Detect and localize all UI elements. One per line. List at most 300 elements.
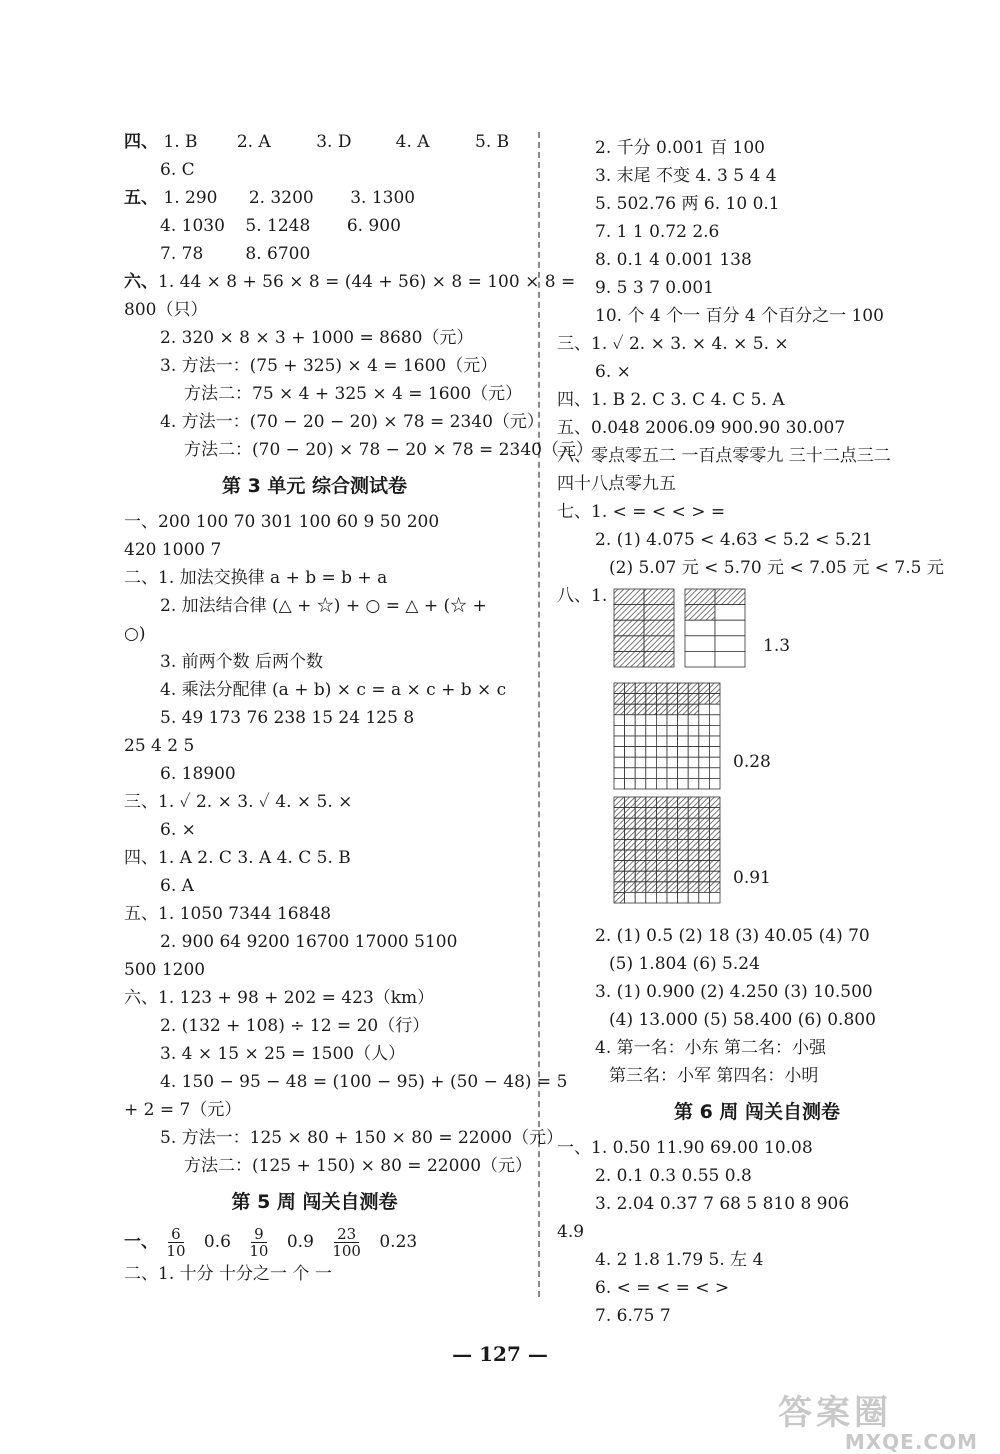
grid-cell	[644, 605, 674, 621]
unit3-s4-line1: 四、1. A 2. C 3. A 4. C 5. B	[124, 848, 351, 868]
grid-cell	[635, 882, 646, 893]
section-6-q3b: 方法二：75 × 4 + 325 × 4 = 1600（元）	[184, 384, 523, 404]
week-5-heading: 第 5 周 闯关自测卷	[231, 1191, 398, 1213]
grid-cell	[625, 725, 636, 736]
right-q8: 8. 0.1 4 0.001 138	[595, 250, 752, 270]
grid-cell	[646, 704, 657, 715]
grid-cell	[635, 871, 646, 882]
grid-cell	[709, 892, 720, 903]
grid-cell	[625, 871, 636, 882]
grid-cell	[625, 778, 636, 789]
grid-cell	[699, 892, 710, 903]
grid-cell	[635, 757, 646, 768]
grid-cell	[678, 808, 689, 819]
grid-cell	[635, 818, 646, 829]
grid-cell	[625, 818, 636, 829]
grid-cell	[625, 747, 636, 758]
grid-cell	[614, 651, 644, 667]
grid-cell	[685, 605, 715, 621]
grid-cell	[656, 882, 667, 893]
grid-cell	[667, 797, 678, 808]
grid-cell	[667, 839, 678, 850]
week6-s1-q4: 4. 2 1.8 1.79 5. 左 4	[595, 1250, 764, 1270]
grid-cell	[678, 694, 689, 705]
grid-cell	[699, 704, 710, 715]
section-4-answers: 四、 1. B 2. A 3. D 4. A 5. B	[124, 132, 510, 152]
grid-cell	[688, 871, 699, 882]
grid-cell	[656, 736, 667, 747]
grid-cell	[646, 736, 657, 747]
grid-cell	[688, 715, 699, 726]
grid-cell	[667, 715, 678, 726]
week-6-heading: 第 6 周 闯关自测卷	[673, 1101, 841, 1123]
unit-3-heading: 第 3 单元 综合测试卷	[221, 475, 408, 497]
right-s8-q4a: 4. 第一名：小东 第二名：小强	[595, 1038, 827, 1058]
grid-cell	[678, 882, 689, 893]
unit3-s6-q4-cont: + 2 = 7（元）	[124, 1100, 242, 1120]
grid-cell	[635, 736, 646, 747]
grid-cell	[644, 620, 674, 636]
grid-cell	[709, 797, 720, 808]
right-q9: 9. 5 3 7 0.001	[595, 278, 714, 298]
grid-cell	[614, 797, 625, 808]
right-s8-q3a: 3. (1) 0.900 (2) 4.250 (3) 10.500	[595, 982, 873, 1002]
section-6-q2: 2. 320 × 8 × 3 + 1000 = 8680（元）	[160, 328, 474, 348]
grid-cell	[688, 882, 699, 893]
grid-cell	[614, 715, 625, 726]
grid-cell	[635, 747, 646, 758]
grid-cell	[667, 778, 678, 789]
grid-cell	[656, 829, 667, 840]
grid-cell	[715, 651, 745, 667]
grid-cell	[699, 818, 710, 829]
grid-cell	[646, 725, 657, 736]
grid-cell	[625, 736, 636, 747]
grid-cell	[656, 747, 667, 758]
fraction: $\frac{6}{10}$	[166, 1225, 186, 1260]
section-6-q3a: 3. 方法一：(75 + 325) × 4 = 1600（元）	[160, 356, 498, 376]
unit3-s2-q2: 2. 加法结合律 (△ + ☆) + ○ = △ + (☆ +	[160, 596, 487, 616]
week6-s1-q1: 一、1. 0.50 11.90 69.00 10.08	[557, 1138, 813, 1158]
grid-cell	[685, 651, 715, 667]
grid-cell	[709, 818, 720, 829]
grid-cell	[656, 871, 667, 882]
right-q5: 5. 502.76 两 6. 10 0.1	[595, 194, 780, 214]
grid-cell	[667, 892, 678, 903]
grid-cell	[678, 715, 689, 726]
grid-cell	[688, 850, 699, 861]
column-divider	[538, 132, 540, 1297]
unit3-s6-q1: 六、1. 123 + 98 + 202 = 423（km）	[124, 988, 435, 1008]
grid-cell	[678, 818, 689, 829]
grid-cell	[678, 768, 689, 779]
grid-cell	[625, 861, 636, 872]
right-s7-q2a: 2. (1) 4.075 < 4.63 < 5.2 < 5.21	[595, 530, 873, 550]
grid-cell	[678, 704, 689, 715]
grid-cell	[646, 871, 657, 882]
grid-cell	[656, 715, 667, 726]
grid-cell	[656, 850, 667, 861]
grid-cell	[635, 808, 646, 819]
grid-cell	[699, 757, 710, 768]
grid-cell	[625, 683, 636, 694]
grid-cell	[688, 694, 699, 705]
grid-cell	[646, 715, 657, 726]
grid-cell	[685, 636, 715, 652]
grid-cell	[709, 808, 720, 819]
grid-cell	[614, 704, 625, 715]
grid-cell	[646, 797, 657, 808]
grid-cell	[699, 808, 710, 819]
section-5-row-2: 4. 1030 5. 1248 6. 900	[160, 216, 401, 236]
grid-cell	[614, 636, 644, 652]
unit3-s1-line1: 一、200 100 70 301 100 60 9 50 200	[124, 512, 440, 532]
grid-cell	[656, 683, 667, 694]
grid-cell	[667, 882, 678, 893]
unit3-s5-q2: 2. 900 64 9200 16700 17000 5100	[160, 932, 458, 952]
grid-cell	[625, 882, 636, 893]
unit3-s2-q4: 4. 乘法分配律 (a + b) × c = a × c + b × c	[160, 680, 507, 700]
fraction: $\frac{23}{100}$	[332, 1225, 361, 1260]
grid-cell	[667, 757, 678, 768]
grid-cell	[635, 892, 646, 903]
grid-cell	[709, 839, 720, 850]
grid-cell	[646, 747, 657, 758]
grid-cell	[614, 694, 625, 705]
grid-cell	[635, 850, 646, 861]
grid-cell	[625, 757, 636, 768]
unit3-s6-q3: 3. 4 × 15 × 25 = 1500（人）	[160, 1044, 406, 1064]
right-s8-q4b: 第三名：小军 第四名：小明	[609, 1066, 819, 1086]
grid-cell	[688, 818, 699, 829]
grid-cell	[709, 850, 720, 861]
grid-cell	[646, 861, 657, 872]
grid-1-label: 1.3	[763, 636, 791, 656]
right-s8-q2b: (5) 1.804 (6) 5.24	[609, 954, 760, 974]
right-column	[557, 134, 957, 1330]
week6-s1-q7: 7. 6.75 7	[595, 1306, 671, 1326]
grid-cell	[635, 839, 646, 850]
section-6-q1: 六、1. 44 × 8 + 56 × 8 = (44 + 56) × 8 = 100 × 8 =	[124, 272, 576, 292]
grid-cell	[625, 768, 636, 779]
unit3-s6-q5b: 方法二：(125 + 150) × 80 = 22000（元）	[184, 1156, 533, 1176]
grid-cell	[699, 778, 710, 789]
week6-s1-q2: 2. 0.1 0.3 0.55 0.8	[595, 1166, 752, 1186]
grid-cell	[614, 882, 625, 893]
grid-cell	[678, 871, 689, 882]
grid-cell	[709, 861, 720, 872]
grid-cell	[699, 850, 710, 861]
grid-0-91	[613, 796, 721, 904]
grid-cell	[614, 808, 625, 819]
grid-cell	[709, 829, 720, 840]
grid-cell	[699, 715, 710, 726]
grid-cell	[614, 768, 625, 779]
grid-cell	[688, 704, 699, 715]
unit3-s5-q2-cont: 500 1200	[124, 960, 206, 980]
grid-cell	[685, 620, 715, 636]
grid-cell	[614, 871, 625, 882]
grid-cell	[709, 725, 720, 736]
unit3-s6-q4: 4. 150 − 95 − 48 = (100 − 95) + (50 − 48) = 5	[160, 1072, 568, 1092]
unit3-s2-q3: 3. 前两个数 后两个数	[160, 652, 324, 672]
unit3-s2-q5-cont: 25 4 2 5	[124, 736, 195, 756]
grid-cell	[614, 778, 625, 789]
grid-cell	[715, 589, 745, 605]
grid-cell	[646, 768, 657, 779]
unit3-s2-q2-cont: ○)	[124, 624, 146, 644]
grid-cell	[667, 736, 678, 747]
grid-cell	[688, 861, 699, 872]
grid-cell	[715, 605, 745, 621]
right-q10: 10. 个 4 个一 百分 4 个百分之一 100	[595, 306, 884, 326]
grid-cell	[614, 683, 625, 694]
grid-cell	[644, 589, 674, 605]
grid-cell	[709, 747, 720, 758]
grid-cell	[646, 683, 657, 694]
grid-cell	[614, 747, 625, 758]
unit3-s5-q1: 五、1. 1050 7344 16848	[124, 904, 332, 924]
unit3-s4-line2: 6. A	[160, 876, 194, 896]
unit3-s3-line2: 6. ×	[160, 820, 196, 840]
right-q2: 2. 千分 0.001 百 100	[595, 138, 765, 158]
week6-s1-q3: 3. 2.04 0.37 7 68 5 810 8 906	[595, 1194, 850, 1214]
grid-cell	[625, 715, 636, 726]
grid-cell	[646, 839, 657, 850]
grid-cell	[656, 757, 667, 768]
grid-cell	[699, 839, 710, 850]
watermark-logo: 答案圈 MXQE.COM	[778, 1393, 978, 1454]
grid-cell	[709, 683, 720, 694]
grid-cell	[614, 850, 625, 861]
unit3-s3-line1: 三、1. ✓ 2. × 3. ✓ 4. × 5. ×	[124, 792, 353, 812]
grid-cell	[625, 850, 636, 861]
grid-cell	[635, 725, 646, 736]
grid-cell	[688, 768, 699, 779]
grid-cell	[614, 620, 644, 636]
section-6-q4b: 方法二：(70 − 20) × 78 − 20 × 78 = 2340（元）	[184, 440, 593, 460]
grid-cell	[656, 694, 667, 705]
grid-cell	[635, 715, 646, 726]
unit3-s2-q6: 6. 18900	[160, 764, 236, 784]
grid-cell	[667, 829, 678, 840]
grid-cell	[688, 829, 699, 840]
grid-cell	[614, 892, 625, 903]
grid-cell	[667, 768, 678, 779]
right-s3-line1: 三、1. ✓ 2. × 3. × 4. × 5. ×	[557, 334, 789, 354]
grid-cell	[678, 797, 689, 808]
grid-cell	[667, 694, 678, 705]
grid-cell	[688, 808, 699, 819]
grid-cell	[678, 747, 689, 758]
grid-cell	[678, 683, 689, 694]
grid-cell	[614, 757, 625, 768]
grid-cell	[715, 620, 745, 636]
right-s8-q2a: 2. (1) 0.5 (2) 18 (3) 40.05 (4) 70	[595, 926, 870, 946]
grid-cell	[678, 725, 689, 736]
grid-cell	[709, 694, 720, 705]
grid-0-28	[613, 682, 721, 790]
section-4-extra: 6. C	[160, 160, 195, 180]
grid-cell	[688, 839, 699, 850]
section-5-row-3: 7. 78 8. 6700	[160, 244, 311, 264]
grid-cell	[614, 829, 625, 840]
grid-cell	[635, 683, 646, 694]
unit3-s6-q5a: 5. 方法一：125 × 80 + 150 × 80 = 22000（元）	[160, 1128, 564, 1148]
right-s3-line2: 6. ×	[595, 362, 631, 382]
grid-cell	[635, 797, 646, 808]
grid-cell	[699, 861, 710, 872]
grid-cell	[709, 882, 720, 893]
grid-cell	[667, 704, 678, 715]
grid-cell	[688, 778, 699, 789]
section-6-q4a: 4. 方法一：(70 − 20 − 20) × 78 = 2340（元）	[160, 412, 544, 432]
decimal-grids	[557, 582, 957, 922]
grid-cell	[635, 861, 646, 872]
grid-cell	[699, 768, 710, 779]
grid-cell	[635, 694, 646, 705]
right-s4: 四、1. B 2. C 3. C 4. C 5. A	[557, 390, 785, 410]
grid-cell	[699, 882, 710, 893]
grid-cell	[667, 808, 678, 819]
grid-cell	[625, 704, 636, 715]
grid-cell	[678, 861, 689, 872]
grid-cell	[656, 818, 667, 829]
grid-cell	[646, 850, 657, 861]
grid-cell	[678, 839, 689, 850]
grid-cell	[614, 725, 625, 736]
grid-cell	[685, 589, 715, 605]
grid-cell	[688, 892, 699, 903]
grid-cell	[656, 768, 667, 779]
right-s8-label: 八、1.	[557, 586, 608, 606]
section-5-row-1: 五、 1. 290 2. 3200 3. 1300	[124, 188, 416, 208]
grid-cell	[688, 757, 699, 768]
grid-cell	[709, 715, 720, 726]
grid-cell	[699, 747, 710, 758]
unit3-s6-q2: 2. (132 + 108) ÷ 12 = 20（行）	[160, 1016, 430, 1036]
grid-cell	[678, 736, 689, 747]
grid-cell	[646, 808, 657, 819]
grid-cell	[625, 694, 636, 705]
grid-cell	[644, 636, 674, 652]
fraction: $\frac{9}{10}$	[249, 1225, 269, 1260]
grid-cell	[646, 892, 657, 903]
grid-cell	[625, 797, 636, 808]
right-s7-q2b: (2) 5.07 元 < 5.70 元 < 7.05 元 < 7.5 元	[609, 558, 944, 578]
grid-cell	[667, 747, 678, 758]
grid-cell	[635, 768, 646, 779]
week6-s1-q3-cont: 4.9	[557, 1222, 585, 1242]
grid-cell	[625, 808, 636, 819]
grid-cell	[646, 778, 657, 789]
grid-cell	[646, 829, 657, 840]
right-s6-line1: 六、零点零五二 一百点零零九 三十二点三二	[557, 446, 891, 466]
unit3-s1-line2: 420 1000 7	[124, 540, 222, 560]
section-6-q1-cont: 800（只）	[124, 300, 208, 320]
week5-s2-q1: 二、1. 十分 十分之一 个 一	[124, 1264, 332, 1284]
grid-cell	[656, 797, 667, 808]
grid-cell	[667, 850, 678, 861]
grid-cell	[715, 636, 745, 652]
right-s6-line2: 四十八点零九五	[557, 474, 676, 494]
grid-cell	[688, 683, 699, 694]
unit3-s2-q1: 二、1. 加法交换律 a + b = b + a	[124, 568, 388, 588]
grid-cell	[656, 778, 667, 789]
grid-cell	[667, 725, 678, 736]
grid-cell	[667, 861, 678, 872]
unit3-s2-q5: 5. 49 173 76 238 15 24 125 8	[160, 708, 415, 728]
grid-cell	[646, 818, 657, 829]
grid-cell	[635, 829, 646, 840]
grid-cell	[699, 871, 710, 882]
grid-cell	[688, 736, 699, 747]
grid-cell	[625, 839, 636, 850]
grid-2-label: 0.28	[733, 752, 771, 772]
grid-cell	[667, 818, 678, 829]
grid-cell	[614, 605, 644, 621]
grid-cell	[709, 736, 720, 747]
grid-cell	[625, 829, 636, 840]
grid-cell	[699, 694, 710, 705]
grid-1-3	[613, 588, 748, 668]
grid-cell	[709, 778, 720, 789]
grid-cell	[709, 704, 720, 715]
grid-cell	[699, 829, 710, 840]
grid-cell	[635, 704, 646, 715]
grid-cell	[709, 757, 720, 768]
grid-cell	[678, 829, 689, 840]
grid-cell	[644, 651, 674, 667]
grid-cell	[614, 736, 625, 747]
grid-cell	[667, 871, 678, 882]
right-s5: 五、0.048 2006.09 900.90 30.007	[557, 418, 846, 438]
grid-cell	[614, 861, 625, 872]
grid-cell	[678, 778, 689, 789]
grid-cell	[614, 839, 625, 850]
grid-cell	[656, 861, 667, 872]
grid-cell	[678, 757, 689, 768]
grid-cell	[646, 694, 657, 705]
right-s7-q1: 七、1. < = < < > =	[557, 502, 726, 522]
grid-cell	[656, 725, 667, 736]
grid-cell	[667, 683, 678, 694]
right-q7: 7. 1 1 0.72 2.6	[595, 222, 720, 242]
grid-cell	[699, 683, 710, 694]
grid-cell	[678, 892, 689, 903]
grid-cell	[635, 778, 646, 789]
grid-cell	[688, 797, 699, 808]
grid-cell	[678, 850, 689, 861]
grid-cell	[699, 736, 710, 747]
grid-cell	[656, 839, 667, 850]
grid-cell	[688, 747, 699, 758]
grid-cell	[656, 892, 667, 903]
page-number: — 127 —	[452, 1342, 548, 1366]
grid-cell	[646, 757, 657, 768]
grid-cell	[646, 882, 657, 893]
grid-cell	[699, 725, 710, 736]
grid-cell	[699, 797, 710, 808]
right-s8-q3b: (4) 13.000 (5) 58.400 (6) 0.800	[609, 1010, 876, 1030]
grid-3-label: 0.91	[733, 868, 771, 888]
week5-s1-fractions: 一、 $\frac{6}{10}$ 0.6 $\frac{9}{10}$ 0.9 $\frac{23}{100}$ 0.23	[124, 1225, 418, 1260]
right-q3: 3. 末尾 不变 4. 3 5 4 4	[595, 166, 777, 186]
week6-s1-q6: 6. < = < = < >	[595, 1278, 730, 1298]
grid-cell	[709, 768, 720, 779]
grid-cell	[656, 704, 667, 715]
grid-cell	[614, 818, 625, 829]
